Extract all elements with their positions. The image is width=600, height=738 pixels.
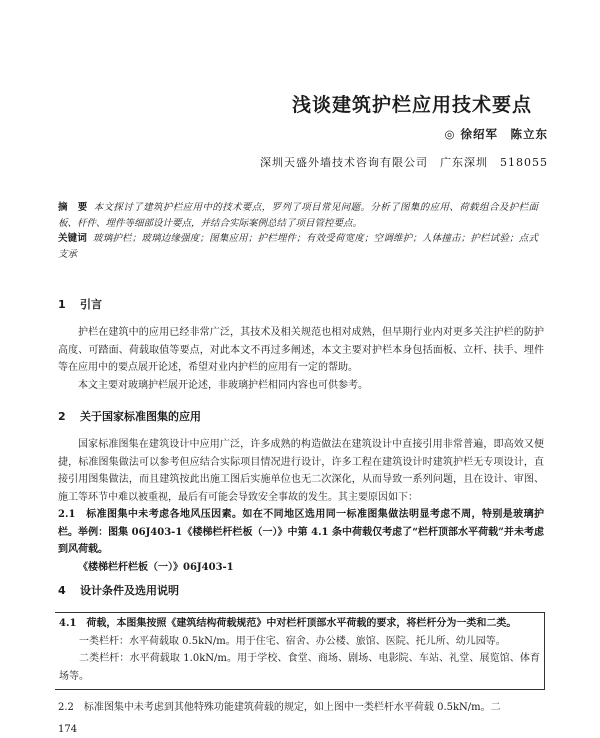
- excerpt-line-2: 一类栏杆：水平荷载取 0.5kN/m。用于住宅、宿舍、办公楼、旅馆、医院、托儿所、幼儿园等。: [79, 635, 506, 647]
- authors: ◎ 徐绍军 陈立东: [444, 127, 548, 141]
- keywords-text: 玻璃护栏；玻璃边缘强度；图集应用；护栏埋件；有效受荷宽度；空调维护；人体撞击；护栏试验；点式支承: [58, 233, 538, 260]
- affiliation: 深圳天盛外墙技术咨询有限公司 广东深圳 518055: [260, 156, 548, 169]
- section-title: 引言: [80, 298, 102, 311]
- intro-paragraph-2: 本文主要对玻璃护栏展开论述，非玻璃护栏相同内容也可供参考。: [78, 379, 368, 391]
- paper-title: 浅谈建筑护栏应用技术要点: [291, 94, 532, 116]
- excerpt-line-1: 4.1 荷载，本图集按照《建筑结构荷载规范》中对栏杆顶部水平荷载的要求，将栏杆分为一类和二类。: [59, 618, 517, 629]
- continued-paragraph: 2.2 标准图集中未考虑到其他特殊功能建筑荷载的规定，如上图中一类栏杆水平荷载 0.5kN/m。二: [58, 702, 501, 713]
- section-number: 4: [58, 584, 66, 597]
- section-heading-1: [58, 296, 102, 312]
- atlas-reference: 《楼梯栏杆栏板（一）》06J403-1: [78, 561, 234, 573]
- intro-body: [58, 324, 544, 394]
- page-number: 174: [58, 724, 78, 735]
- abstract-text: 本文探讨了建筑护栏应用中的技术要点，罗列了项目常见问题。分析了图集的应用、荷载组合及护栏面板、杆件、埋件等细部设计要点，并结合实际案例总结了项目管控要点。: [58, 202, 538, 229]
- section-heading-2: [58, 408, 201, 424]
- section-title: 关于国家标准图集的应用: [80, 410, 201, 423]
- section-number: 2: [58, 410, 66, 423]
- intro-paragraph-1: 护栏在建筑中的应用已经非常广泛，其技术及相关规范也相对成熟，但早期行业内对更多关注护栏的防护高度、可踏面、荷载取值等要点，对此本文不再过多阐述，本文主要对护栏本身包括面板、立杆、扶手、埋件等在应用中的要点展开论述，希望对业内护栏的应用有一定的帮助。: [58, 327, 544, 373]
- excerpt-line-3: 二类栏杆：水平荷载取 1.0kN/m。用于学校、食堂、商场、剧场、电影院、车站、礼堂、展览馆、体育场等。: [59, 653, 540, 682]
- abstract-label: 摘 要: [58, 202, 88, 213]
- atlas-excerpt-box: [55, 612, 545, 690]
- atlas-body: [58, 436, 544, 576]
- section-heading-4: [58, 582, 179, 598]
- atlas-paragraph-1: 国家标准图集在建筑设计中应用广泛，许多成熟的构造做法在建筑设计中直接引用非常普遍，即高效又便捷，标准图集做法可以参考但应结合实际项目情况进行设计，许多工程在建筑设计时建筑护栏无专项设计，直接引用图集做法，而且建筑按此出施工图后实施单位也无二次深化，从而导致一系列问题，且在设计、审图、施工等环节中难以被重视，最后有可能会导致安全事故的发生。其主要原因如下：: [58, 439, 544, 503]
- atlas-paragraph-2: 2.1 标准图集中未考虑各地风压因素。如在不同地区选用同一标准图集做法明显考虑不周，特别是玻璃护栏。举例：图集 06J403-1《楼梯栏杆栏板（一）》中第 4.1 条中荷载仅考虑了“栏杆顶部水平荷载”并未考虑到风荷载。: [58, 509, 544, 555]
- abstract: [58, 200, 538, 231]
- keywords: [58, 231, 538, 262]
- abstract-block: [58, 200, 538, 262]
- section-title: 设计条件及选用说明: [80, 584, 179, 597]
- keywords-label: 关键词: [58, 233, 88, 244]
- section-number: 1: [58, 298, 66, 311]
